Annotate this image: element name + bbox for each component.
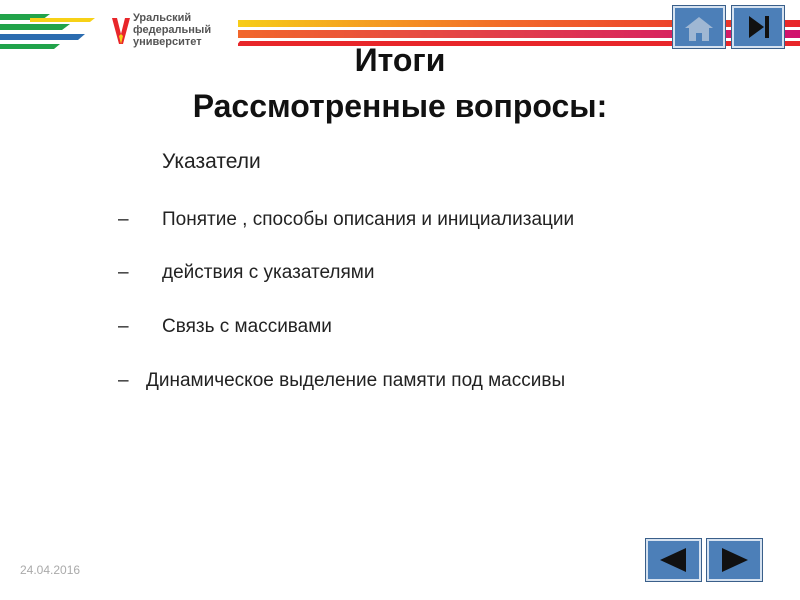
skip-end-icon bbox=[734, 8, 782, 46]
next-slide-button[interactable] bbox=[707, 539, 762, 581]
slide-title: Итоги bbox=[354, 42, 446, 78]
slide-subtitle: Рассмотренные вопросы: bbox=[192, 88, 608, 124]
slide-date: 24.04.2016 bbox=[20, 563, 81, 577]
list-item: действия с указателями bbox=[162, 262, 375, 283]
logo-line-3: университет bbox=[133, 36, 202, 48]
triangle-right-icon bbox=[709, 541, 760, 579]
home-icon bbox=[675, 8, 723, 46]
bullet-dash: – bbox=[118, 316, 129, 337]
bullet-dash: – bbox=[118, 209, 129, 230]
bullet-dash: – bbox=[118, 370, 129, 391]
triangle-left-icon bbox=[648, 541, 699, 579]
logo-line-1: Уральский bbox=[133, 12, 192, 24]
logo-line-2: федеральный bbox=[133, 24, 212, 36]
list-item: Связь с массивами bbox=[162, 316, 332, 337]
topic-heading: Указатели bbox=[162, 150, 261, 173]
bullet-dash: – bbox=[118, 262, 129, 283]
prev-slide-button[interactable] bbox=[646, 539, 701, 581]
list-item: Понятие , способы описания и инициализации bbox=[162, 209, 575, 230]
list-item: Динамическое выделение памяти под массивы bbox=[146, 370, 566, 391]
